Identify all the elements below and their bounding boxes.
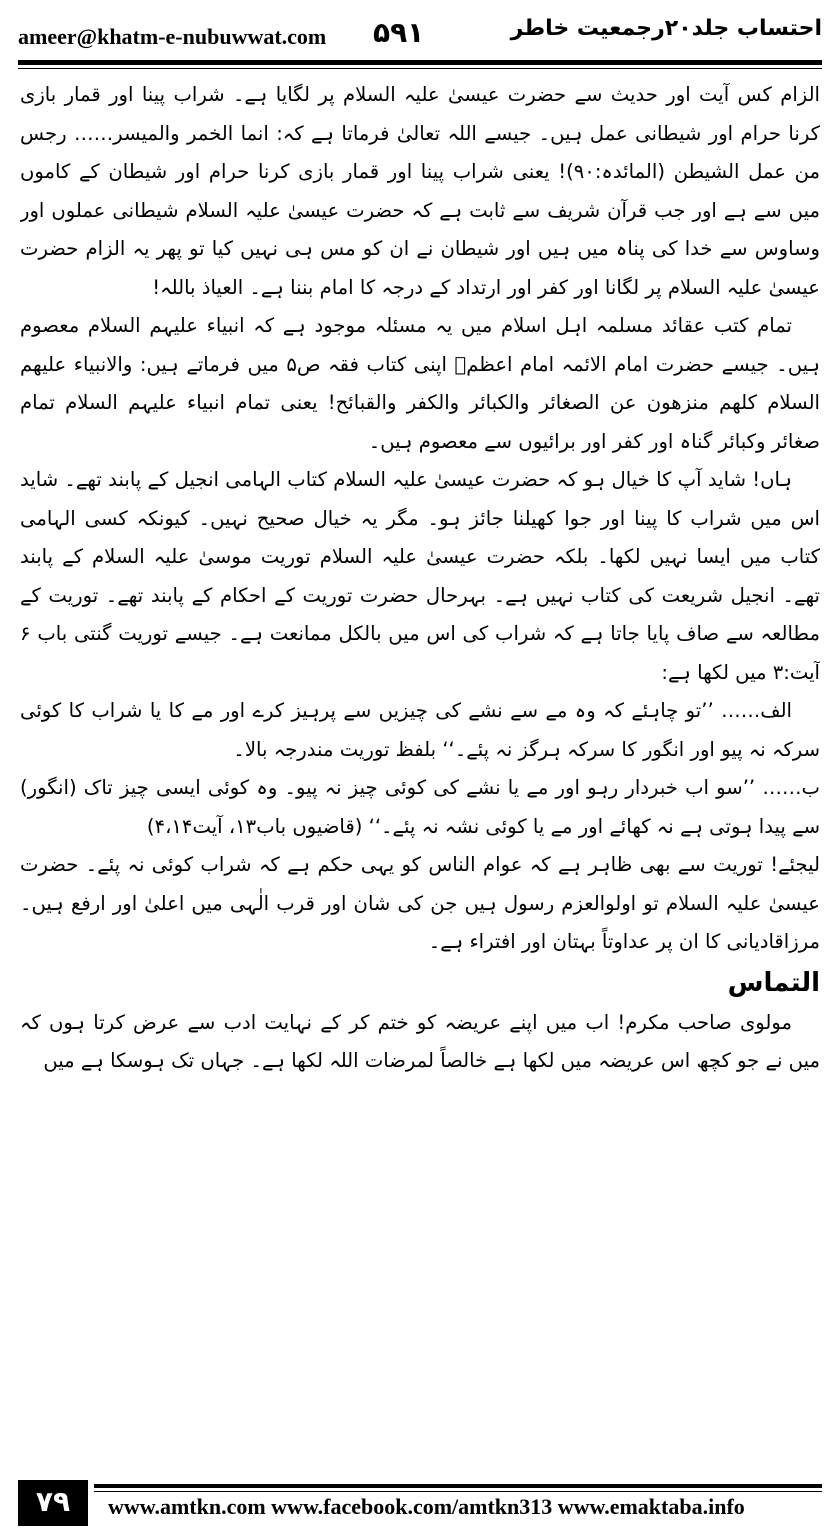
paragraph: لیجئے! توریت سے بھی ظاہر ہے کہ عوام الناس کو یہی حکم ہے کہ شراب کوئی نہ پئے۔ حضرت عیسیٰ علیہ السلام تو اولوالعزم رسول ہیں جن کی شان اور قرب الٰہی میں اعلیٰ اور ارفع ہیں۔ مرزاقادیانی کا ان پر عداوتاً بہتان اور افتراء ہے۔ bbox=[20, 853, 820, 953]
quote-paragraph: الف…… ’’تو چاہئے کہ وہ مے سے نشے کی چیزیں سے پرہیز کرے اور مے کا یا شراب کا کوئی سرکہ نہ پیو اور انگور کا سرکہ ہرگز نہ پئے۔‘‘ بلفظ توریت مندرجہ بالا۔ bbox=[20, 699, 820, 761]
running-title: احتساب جلد۲۰رجمعیت خاطر bbox=[510, 16, 822, 41]
header-rule-thin bbox=[18, 68, 822, 69]
section-heading: التماس bbox=[727, 967, 820, 998]
paragraph: الزام کس آیت اور حدیث سے حضرت عیسیٰ علیہ السلام پر لگایا ہے۔ شراب پینا اور قمار بازی کرنا حرام اور شیطانی عمل ہیں۔ جیسے اللہ تعالیٰ فرماتا ہے کہ: انما الخمر والمیسر…… رجس من عمل الشیطن (المائدہ:۹۰)! یعنی شراب پینا اور قمار بازی کرنا حرام اور شیطان کے کاموں میں سے ہے اور جب قرآن شریف سے ثابت ہے کہ حضرت عیسیٰ علیہ السلام شیطانی عملوں اور وساوس سے خدا کی پناہ میں ہیں اور شیطان نے ان کو مس ہی نہیں کیا تو پھر یہ الزام حضرت عیسیٰ علیہ السلام پر لگانا اور کفر اور ارتداد کے درجہ کا امام بننا ہے۔ العیاذ باللہ! bbox=[20, 83, 820, 299]
footer-websites: www.amtkn.com www.facebook.com/amtkn313 www.emaktaba.info bbox=[108, 1494, 745, 1519]
page-header bbox=[18, 14, 822, 58]
footer-rule-thick bbox=[94, 1484, 822, 1488]
header-email: ameer@khatm-e-nubuwwat.com bbox=[18, 24, 327, 49]
page-body bbox=[20, 76, 820, 1472]
page-footer bbox=[18, 1480, 822, 1528]
header-page-number: ۵۹۱ bbox=[373, 16, 425, 49]
footer-rule-thin bbox=[94, 1491, 822, 1492]
quote-paragraph: ب…… ’’سو اب خبردار رہو اور مے یا نشے کی کوئی چیز نہ پیو۔ وہ کوئی ایسی چیز تاک (انگور) سے پیدا ہوتی ہے نہ کھائے اور مے یا کوئی نشہ نہ پئے۔‘‘ (قاضیوں باب۱۳، آیت۴،۱۴) bbox=[20, 776, 820, 838]
footer-page-number: ۷۹ bbox=[18, 1480, 88, 1526]
paragraph: ہاں! شاید آپ کا خیال ہو کہ حضرت عیسیٰ علیہ السلام کتاب الہامی انجیل کے پابند تھے۔ شاید اس میں شراب کا پینا اور جوا کھیلنا جائز ہو۔ مگر یہ خیال صحیح نہیں۔ کیونکہ کسی الہامی کتاب میں ایسا نہیں لکھا۔ بلکہ حضرت عیسیٰ علیہ السلام توریت موسیٰ علیہ السلام کے پابند تھے۔ انجیل شریعت کی کتاب نہیں ہے۔ بہرحال حضرت توریت کے احکام کے پابند تھے۔ توریت کے مطالعہ سے صاف پایا جاتا ہے کہ شراب کی اس میں بالکل ممانعت ہے۔ جیسے توریت گنتی باب ۶ آیت:۳ میں لکھا ہے: bbox=[20, 468, 820, 684]
paragraph: مولوی صاحب مکرم! اب میں اپنے عریضہ کو ختم کر کے نہایت ادب سے عرض کرتا ہوں کہ میں نے جو کچھ اس عریضہ میں لکھا ہے خالصاً لمرضات اللہ لکھا ہے۔ جہاں تک ہوسکا ہے میں bbox=[20, 1010, 820, 1072]
header-rule-thick bbox=[18, 60, 822, 65]
paragraph: تمام کتب عقائد مسلمہ اہل اسلام میں یہ مسئلہ موجود ہے کہ انبیاء علیہم السلام معصوم ہیں۔ جیسے حضرت امام الائمہ امام اعظمؒ اپنی کتاب فقہ ص۵ میں فرماتے ہیں: والانبیاء علیهم السلام کلهم منزهون عن الصغائر والکبائر والکفر والقبائح! یعنی تمام انبیاء علیہم السلام تمام صغائر وکبائر گناہ اور کفر اور برائیوں سے معصوم ہیں۔ bbox=[20, 314, 820, 453]
